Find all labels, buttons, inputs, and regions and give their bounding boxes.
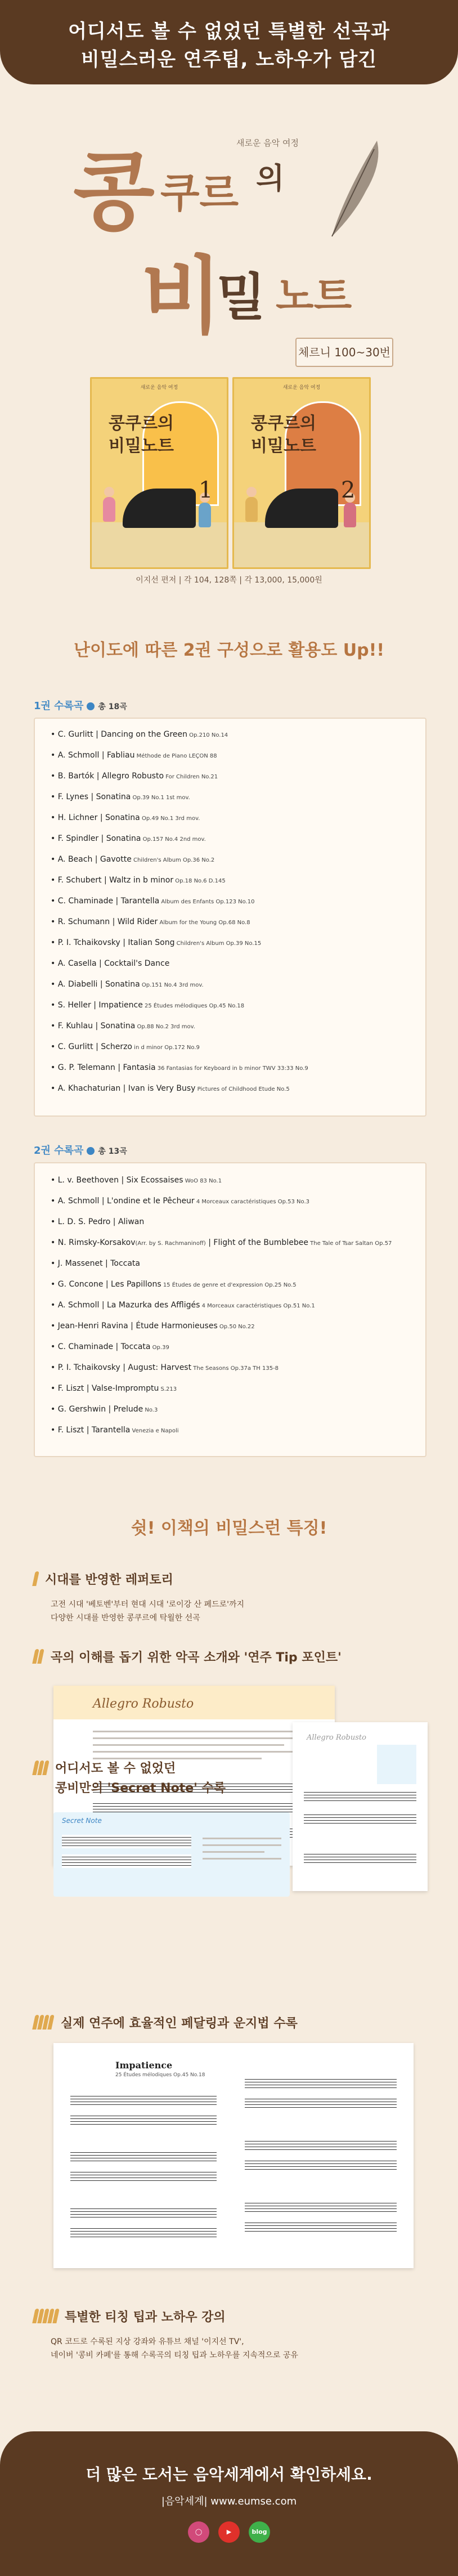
vol2-label — [34, 1143, 127, 1157]
book-cover-2 — [232, 377, 371, 569]
title-bi: 비 — [141, 248, 222, 346]
feature-3-heading-1: 어디서도 볼 수 없었던 — [55, 1762, 176, 1776]
music-note-icon — [87, 1147, 95, 1155]
list-item — [51, 1259, 140, 1268]
bullet: • — [51, 1063, 58, 1072]
list-item — [51, 813, 200, 822]
item-source: Album des Enfants Op.123 No.10 — [159, 899, 255, 905]
item-source: No.3 — [143, 1407, 158, 1413]
bullet: • — [51, 1384, 58, 1393]
music-note-icon — [87, 702, 95, 710]
bullet: • — [51, 876, 58, 885]
item-title: C. Gurlitt | Dancing on the Green — [57, 730, 187, 739]
item-source: (Arr. by S. Rachmaninoff) — [135, 1240, 206, 1247]
bullet: • — [51, 1042, 58, 1051]
title-kong: 콩 — [73, 144, 155, 241]
item-source: 36 Fantasias for Keyboard in b minor TWV 33:33 No.9 — [155, 1065, 308, 1072]
cover-title: 콩쿠르의 비밀노트 — [109, 414, 174, 456]
bullet: • — [51, 1217, 58, 1226]
list-item — [51, 917, 250, 926]
bullet: • — [51, 1238, 58, 1247]
item-source: 4 Morceaux caractéristiques Op.51 No.1 — [200, 1303, 315, 1309]
list-item — [51, 1238, 392, 1247]
item-source: Children's Album Op.36 No.2 — [131, 857, 215, 863]
bullet: • — [51, 751, 58, 760]
item-source: Children's Album Op.39 No.15 — [174, 940, 262, 947]
secret-note-label: Secret Note — [62, 1817, 102, 1825]
item-source: Op.18 No.6 D.145 — [173, 878, 226, 884]
header-line-1: 어디서도 볼 수 없었던 특별한 선곡과 — [68, 20, 390, 43]
item-source: S.213 — [159, 1386, 177, 1392]
feature-1-body-1: 고전 시대 '베토벤'부터 현대 시대 '로이강 산 페드로'까지 — [51, 1600, 245, 1609]
bullet: • — [51, 980, 58, 989]
list-item — [51, 1042, 200, 1051]
cover-number: 2 — [341, 477, 356, 503]
item-title: A. Schmoll | Fabliau — [57, 751, 135, 760]
bullet: • — [51, 1001, 58, 1010]
item-title: A. Schmoll | La Mazurka des Affligés — [57, 1301, 200, 1310]
item-title: A. Khachaturian | Ivan is Very Busy — [57, 1084, 196, 1093]
feature-2-heading: 곡의 이해를 돕기 위한 악곡 소개와 '연주 Tip 포인트' — [51, 1651, 342, 1665]
bullet: • — [51, 1197, 58, 1206]
list-item — [51, 1342, 169, 1351]
impatience-title: Impatience — [115, 2060, 173, 2071]
bullet: • — [51, 1280, 58, 1289]
bullet: • — [51, 1363, 58, 1372]
item-title: F. Lynes | Sonatina — [57, 792, 131, 801]
vol1-label-text: 1권 수록곡 — [34, 700, 84, 712]
bullet: • — [51, 855, 58, 864]
item-source: Méthode de Piano LEÇON 88 — [134, 753, 217, 759]
vol1-label — [34, 698, 127, 713]
footer — [0, 2431, 458, 2576]
item-title: C. Gurlitt | Scherzo — [57, 1042, 132, 1051]
list-item — [51, 792, 190, 801]
item-source: Album for the Young Op.68 No.8 — [158, 920, 250, 926]
piano-illustration — [123, 489, 196, 528]
title-mil: 밀 — [217, 268, 266, 327]
bullet: • — [51, 1176, 58, 1185]
vol1-count: 총 18곡 — [98, 702, 127, 711]
item-title: C. Chaminade | Tarantella — [57, 897, 160, 906]
list-item — [51, 876, 226, 885]
vol2-count: 총 13곡 — [98, 1147, 127, 1156]
item-title: A. Casella | Cocktail's Dance — [57, 959, 170, 968]
footer-line-1: 더 많은 도서는 음악세계에서 확인하세요. — [86, 2465, 372, 2484]
bars-icon — [34, 2015, 54, 2032]
item-title: H. Lichner | Sonatina — [57, 813, 140, 822]
list-item — [51, 1001, 244, 1010]
item-title: C. Chaminade | Toccata — [57, 1342, 151, 1351]
item-title: L. v. Beethoven | Six Ecossaises — [57, 1176, 183, 1185]
bullet: • — [51, 897, 58, 906]
item-title: F. Kuhlau | Sonatina — [57, 1022, 136, 1031]
item-source-tail: The Tale of Tsar Saltan Op.57 — [308, 1240, 392, 1247]
feature-5-body-2: 네이버 '콩비 카페'를 통해 수록곡의 티칭 팁과 노하우를 지속적으로 공유 — [51, 2351, 298, 2360]
bullet: • — [51, 1084, 58, 1093]
bullet: • — [51, 1405, 58, 1414]
book-cover-1 — [90, 377, 228, 569]
list-item — [51, 751, 217, 760]
bullet: • — [51, 730, 58, 739]
item-title: F. Schubert | Waltz in b minor — [57, 876, 174, 885]
bullet: • — [51, 1342, 58, 1351]
item-source: For Children No.21 — [164, 774, 218, 780]
list-item — [51, 1022, 195, 1031]
list-item — [51, 1301, 315, 1310]
preview-page-pedaling — [53, 2043, 414, 2268]
item-source: Op.39 — [150, 1345, 169, 1351]
section-volumes-title: 난이도에 따른 2권 구성으로 활용도 Up!! — [73, 640, 384, 660]
list-item — [51, 897, 254, 906]
bullet: • — [51, 938, 58, 947]
bullet: • — [51, 959, 58, 968]
item-source: Op.88 No.2 3rd mov. — [135, 1024, 195, 1030]
item-title: P. I. Tchaikovsky | August: Harvest — [57, 1363, 192, 1372]
bullet: • — [51, 834, 58, 843]
item-source: Op.39 No.1 1st mov. — [131, 795, 190, 801]
bullet: • — [51, 1259, 58, 1268]
list-item — [51, 959, 169, 968]
item-source: Op.210 No.14 — [187, 732, 228, 738]
item-source: WoO 83 No.1 — [183, 1178, 222, 1184]
feature-1-body-2: 다양한 시대를 반영한 콩쿠르에 탁월한 선곡 — [51, 1614, 200, 1623]
youtube-icon[interactable]: ▶ — [218, 2521, 240, 2543]
list-item — [51, 1197, 309, 1206]
secret-note-preview — [53, 1812, 290, 1897]
instagram-icon[interactable]: ◯ — [188, 2521, 209, 2543]
item-title: S. Heller | Impatience — [57, 1001, 143, 1010]
bars-icon — [34, 1571, 39, 1588]
item-source: Venezia e Napoli — [130, 1428, 179, 1434]
list-item — [51, 772, 218, 781]
list-item — [51, 938, 261, 947]
list-item — [51, 1363, 279, 1372]
piano-illustration — [265, 489, 338, 528]
item-title: R. Schumann | Wild Rider — [57, 917, 158, 926]
list-item — [51, 1084, 290, 1093]
preview-page-score — [293, 1722, 428, 1891]
list-item — [51, 1280, 297, 1289]
cover-number: 1 — [199, 477, 213, 503]
bullet: • — [51, 1301, 58, 1310]
subtitle-box: 체르니 100~30번 — [295, 338, 393, 367]
item-source: 4 Morceaux caractéristiques Op.53 No.3 — [194, 1199, 309, 1205]
feature-1-heading: 시대를 반영한 레퍼토리 — [45, 1573, 173, 1587]
item-source: The Seasons Op.37a TH 135-8 — [191, 1365, 279, 1372]
item-source: Op.50 No.22 — [217, 1324, 255, 1330]
item-title: F. Liszt | Tarantella — [57, 1426, 131, 1435]
list-item — [51, 855, 214, 864]
feature-5-body-1: QR 코드로 수록된 지상 강좌와 유튜브 채널 '이지선 TV', — [51, 2337, 244, 2346]
list-item — [51, 1405, 158, 1414]
list-item — [51, 1217, 144, 1226]
list-item — [51, 1063, 308, 1072]
vol1-list — [34, 718, 426, 1117]
item-source: Op.151 No.4 3rd mov. — [140, 982, 204, 988]
item-source: Op.49 No.1 3rd mov. — [140, 816, 200, 822]
feature-4-heading: 실제 연주에 효율적인 페달링과 운지법 수록 — [61, 2017, 298, 2031]
top-banner — [0, 0, 458, 84]
list-item — [51, 834, 206, 843]
cover-title: 콩쿠르의 비밀노트 — [251, 414, 316, 456]
bars-icon — [34, 1760, 49, 1777]
item-title: A. Beach | Gavotte — [57, 855, 132, 864]
list-item — [51, 980, 204, 989]
item-title: A. Diabelli | Sonatina — [57, 980, 140, 989]
bullet: • — [51, 813, 58, 822]
bullet: • — [51, 917, 58, 926]
list-item — [51, 1384, 177, 1393]
vol2-list — [34, 1162, 426, 1457]
bars-icon — [34, 2309, 59, 2326]
item-title: N. Rimsky-Korsakov — [57, 1238, 136, 1247]
cover-tagline: 새로운 음악 여정 — [140, 385, 178, 391]
item-title: G. Gershwin | Prelude — [57, 1405, 143, 1414]
item-title: A. Schmoll | L'ondine et le Pêcheur — [57, 1197, 195, 1206]
item-title-tail: | Flight of the Bumblebee — [205, 1238, 308, 1247]
item-title: B. Bartók | Allegro Robusto — [57, 772, 164, 781]
cover-tagline: 새로운 음악 여정 — [282, 385, 321, 391]
feature-5-heading: 특별한 티칭 팁과 노하우 강의 — [65, 2310, 226, 2324]
item-source: 15 Études de genre et d'expression Op.25 No.5 — [161, 1282, 297, 1288]
allegro-title-small: Allegro Robusto — [307, 1733, 366, 1742]
vol2-label-text: 2권 수록곡 — [34, 1145, 84, 1157]
item-title: G. Concone | Les Papillons — [57, 1280, 161, 1289]
item-title: Jean-Henri Ravina | Étude Harmonieuses — [57, 1321, 218, 1330]
blog-icon[interactable]: blog — [249, 2521, 270, 2543]
item-title: J. Massenet | Toccata — [57, 1259, 140, 1268]
item-source: in d minor Op.172 No.9 — [132, 1045, 200, 1051]
title-ui: 의 — [256, 162, 285, 196]
features-title: 쉿! 이책의 비밀스런 특징! — [131, 1518, 327, 1538]
bullet: • — [51, 792, 58, 801]
bullet: • — [51, 1022, 58, 1031]
impatience-sub: 25 Études mélodiques Op.45 No.18 — [115, 2072, 205, 2078]
bullet: • — [51, 772, 58, 781]
list-item — [51, 1321, 255, 1330]
item-source: Pictures of Childhood Etude No.5 — [195, 1086, 290, 1092]
list-item — [51, 1426, 179, 1435]
feather-icon — [321, 129, 388, 242]
feature-3-heading-2: 콩비만의 'Secret Note' 수록 — [55, 1781, 226, 1795]
item-title: L. D. S. Pedro | Aliwan — [57, 1217, 145, 1226]
item-source: Op.157 No.4 2nd mov. — [141, 836, 206, 843]
bars-icon — [34, 1649, 44, 1666]
footer-line-2: |음악세계| www.eumse.com — [161, 2496, 297, 2507]
item-title: F. Spindler | Sonatina — [57, 834, 141, 843]
bullet: • — [51, 1321, 58, 1330]
bullet: • — [51, 1426, 58, 1435]
allegro-title: Allegro Robusto — [93, 1697, 194, 1711]
item-title: G. P. Telemann | Fantasia — [57, 1063, 156, 1072]
header-line-2: 비밀스러운 연주팁, 노하우가 담긴 — [80, 48, 378, 71]
title-note: 노트 — [276, 273, 352, 319]
list-item — [51, 730, 228, 739]
list-item — [51, 1176, 222, 1185]
item-title: P. I. Tchaikovsky | Italian Song — [57, 938, 175, 947]
tagline: 새로운 음악 여정 — [236, 138, 299, 148]
title-kuru: 쿠르 — [160, 169, 239, 217]
publication-info: 이지선 편저 | 각 104, 128쪽 | 각 13,000, 15,000원 — [136, 576, 322, 585]
item-source: 25 Études mélodiques Op.45 No.18 — [142, 1003, 245, 1009]
item-title: F. Liszt | Valse-Impromptu — [57, 1384, 159, 1393]
